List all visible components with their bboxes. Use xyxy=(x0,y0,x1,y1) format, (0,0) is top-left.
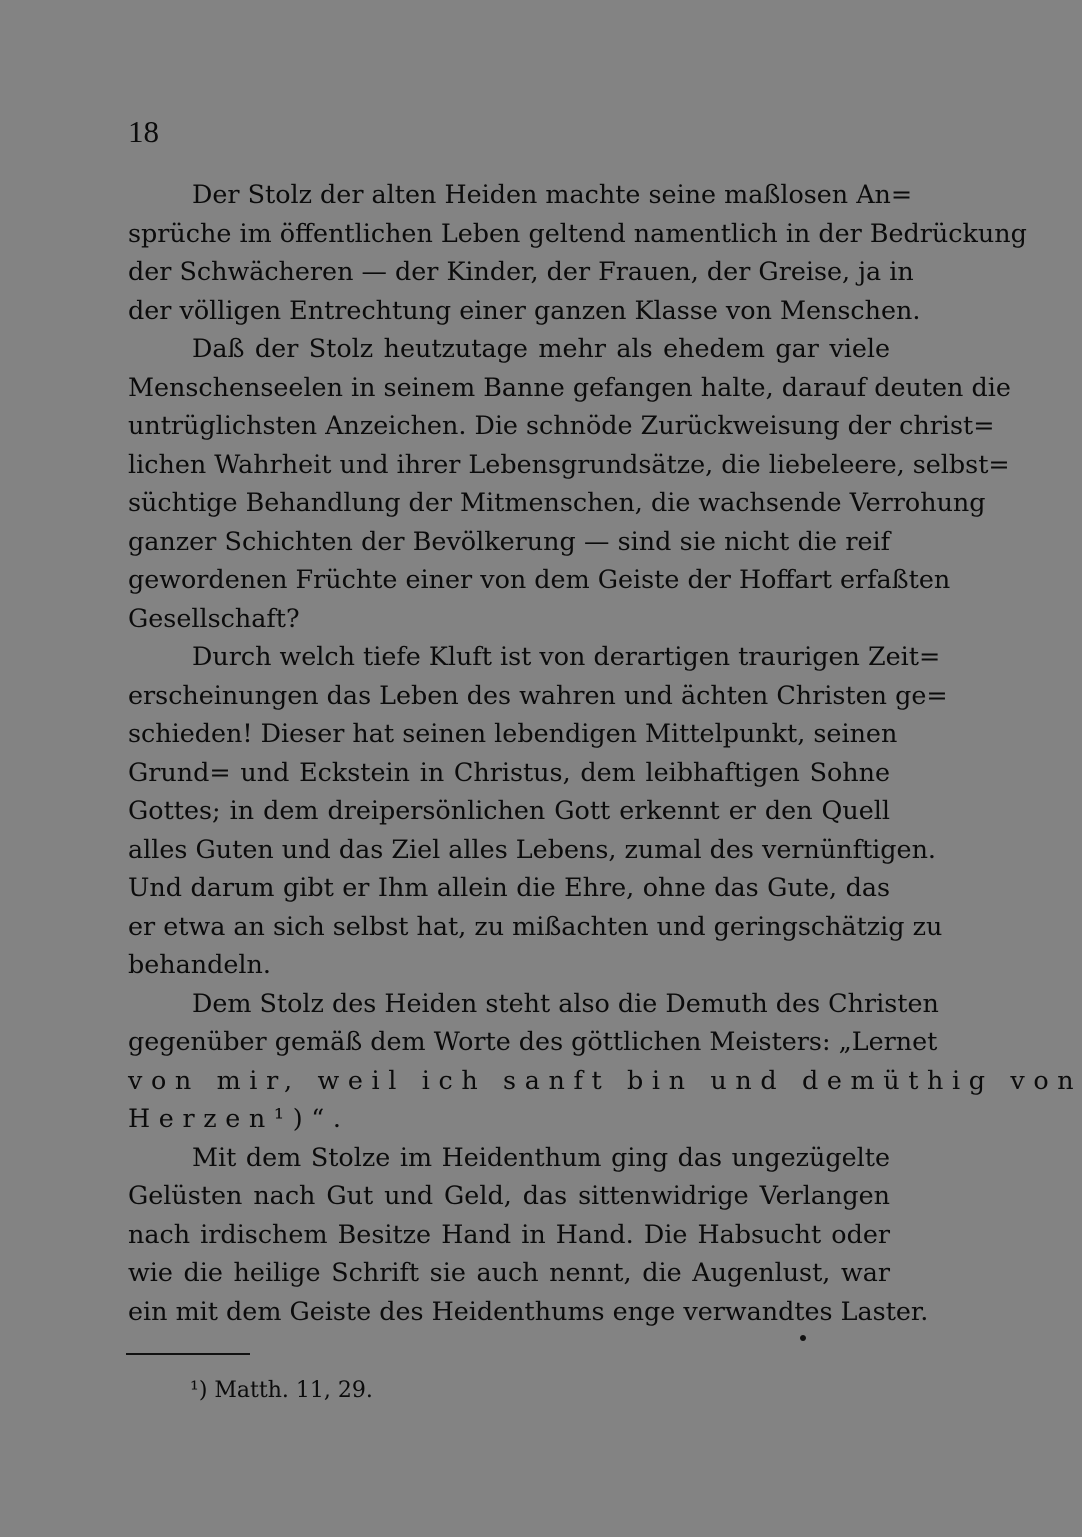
text-line: alles Guten und das Ziel alles Lebens, zumal des vernünftigen. xyxy=(128,833,936,864)
paragraph-2 xyxy=(128,329,1011,637)
text-line: behandeln. xyxy=(128,949,271,979)
page-number: 18 xyxy=(128,114,159,149)
text-line: untrüglichsten Anzeichen. Die schnöde Zurückweisung der christ= xyxy=(128,410,995,440)
paragraph-4 xyxy=(128,984,1082,1138)
text-line: Mit dem Stolze im Heidenthum ging das ungezügelte xyxy=(192,1141,890,1172)
paragraph-1 xyxy=(128,175,1027,329)
text-line: Der Stolz der alten Heiden machte seine maßlosen An= xyxy=(192,179,913,209)
paragraph-5 xyxy=(128,1138,929,1331)
text-line: ganzer Schichten der Bevölkerung — sind sie nicht die reif xyxy=(128,525,890,556)
text-line: schieden! Dieser hat seinen lebendigen Mittelpunkt, seinen xyxy=(128,718,898,748)
text-line: Daß der Stolz heutzutage mehr als ehedem gar viele xyxy=(192,333,890,363)
footnote-divider xyxy=(126,1353,250,1355)
text-line: sprüche im öffentlichen Leben geltend namentlich in der Bedrückung xyxy=(128,217,1027,248)
text-line: er etwa an sich selbst hat, zu mißachten und geringschätzig zu xyxy=(128,910,943,941)
text-line: Menschenseelen in seinem Banne gefangen halte, darauf deuten die xyxy=(128,371,1011,402)
text-line: Gottes; in dem dreipersönlichen Gott erkennt er den Quell xyxy=(128,795,890,825)
text-line: Und darum gibt er Ihm allein die Ehre, ohne das Gute, das xyxy=(128,872,890,902)
text-line: Durch welch tiefe Kluft ist von derartigen traurigen Zeit= xyxy=(192,641,941,671)
text-line: der völligen Entrechtung einer ganzen Klasse von Menschen. xyxy=(128,294,921,325)
text-line: Grund= und Eckstein in Christus, dem leibhaftigen Sohne xyxy=(128,756,890,787)
text-line: lichen Wahrheit und ihrer Lebensgrundsätze, die liebeleere, selbst= xyxy=(128,448,1010,479)
text-line: ein mit dem Geiste des Heidenthums enge verwandtes Laster. xyxy=(128,1295,929,1326)
text-line: Gelüsten nach Gut und Geld, das sittenwidrige Verlangen xyxy=(128,1180,890,1210)
text-line: von mir, weil ich sanft bin und demüthig von xyxy=(128,1064,1082,1095)
paragraph-3 xyxy=(128,637,948,984)
ink-dot xyxy=(800,1335,806,1341)
text-line: Gesellschaft? xyxy=(128,602,300,633)
text-line: der Schwächeren — der Kinder, der Frauen, der Greise, ja in xyxy=(128,256,914,286)
text-line: wie die heilige Schrift sie auch nennt, die Augenlust, war xyxy=(128,1257,890,1287)
text-line: Dem Stolz des Heiden steht also die Demuth des Christen xyxy=(192,987,939,1018)
text-line: gegenüber gemäß dem Worte des göttlichen Meisters: „Lernet xyxy=(128,1026,938,1056)
text-line: erscheinungen das Leben des wahren und ächten Christen ge= xyxy=(128,679,948,710)
body-text xyxy=(128,175,1082,1330)
footnote: ¹) Matth. 11, 29. xyxy=(190,1378,373,1403)
text-line: gewordenen Früchte einer von dem Geiste der Hoffart erfaßten xyxy=(128,564,951,594)
text-line: Herzen¹)“. xyxy=(128,1103,350,1133)
text-line: nach irdischem Besitze Hand in Hand. Die Habsucht oder xyxy=(128,1218,890,1249)
text-line: süchtige Behandlung der Mitmenschen, die wachsende Verrohung xyxy=(128,487,986,517)
